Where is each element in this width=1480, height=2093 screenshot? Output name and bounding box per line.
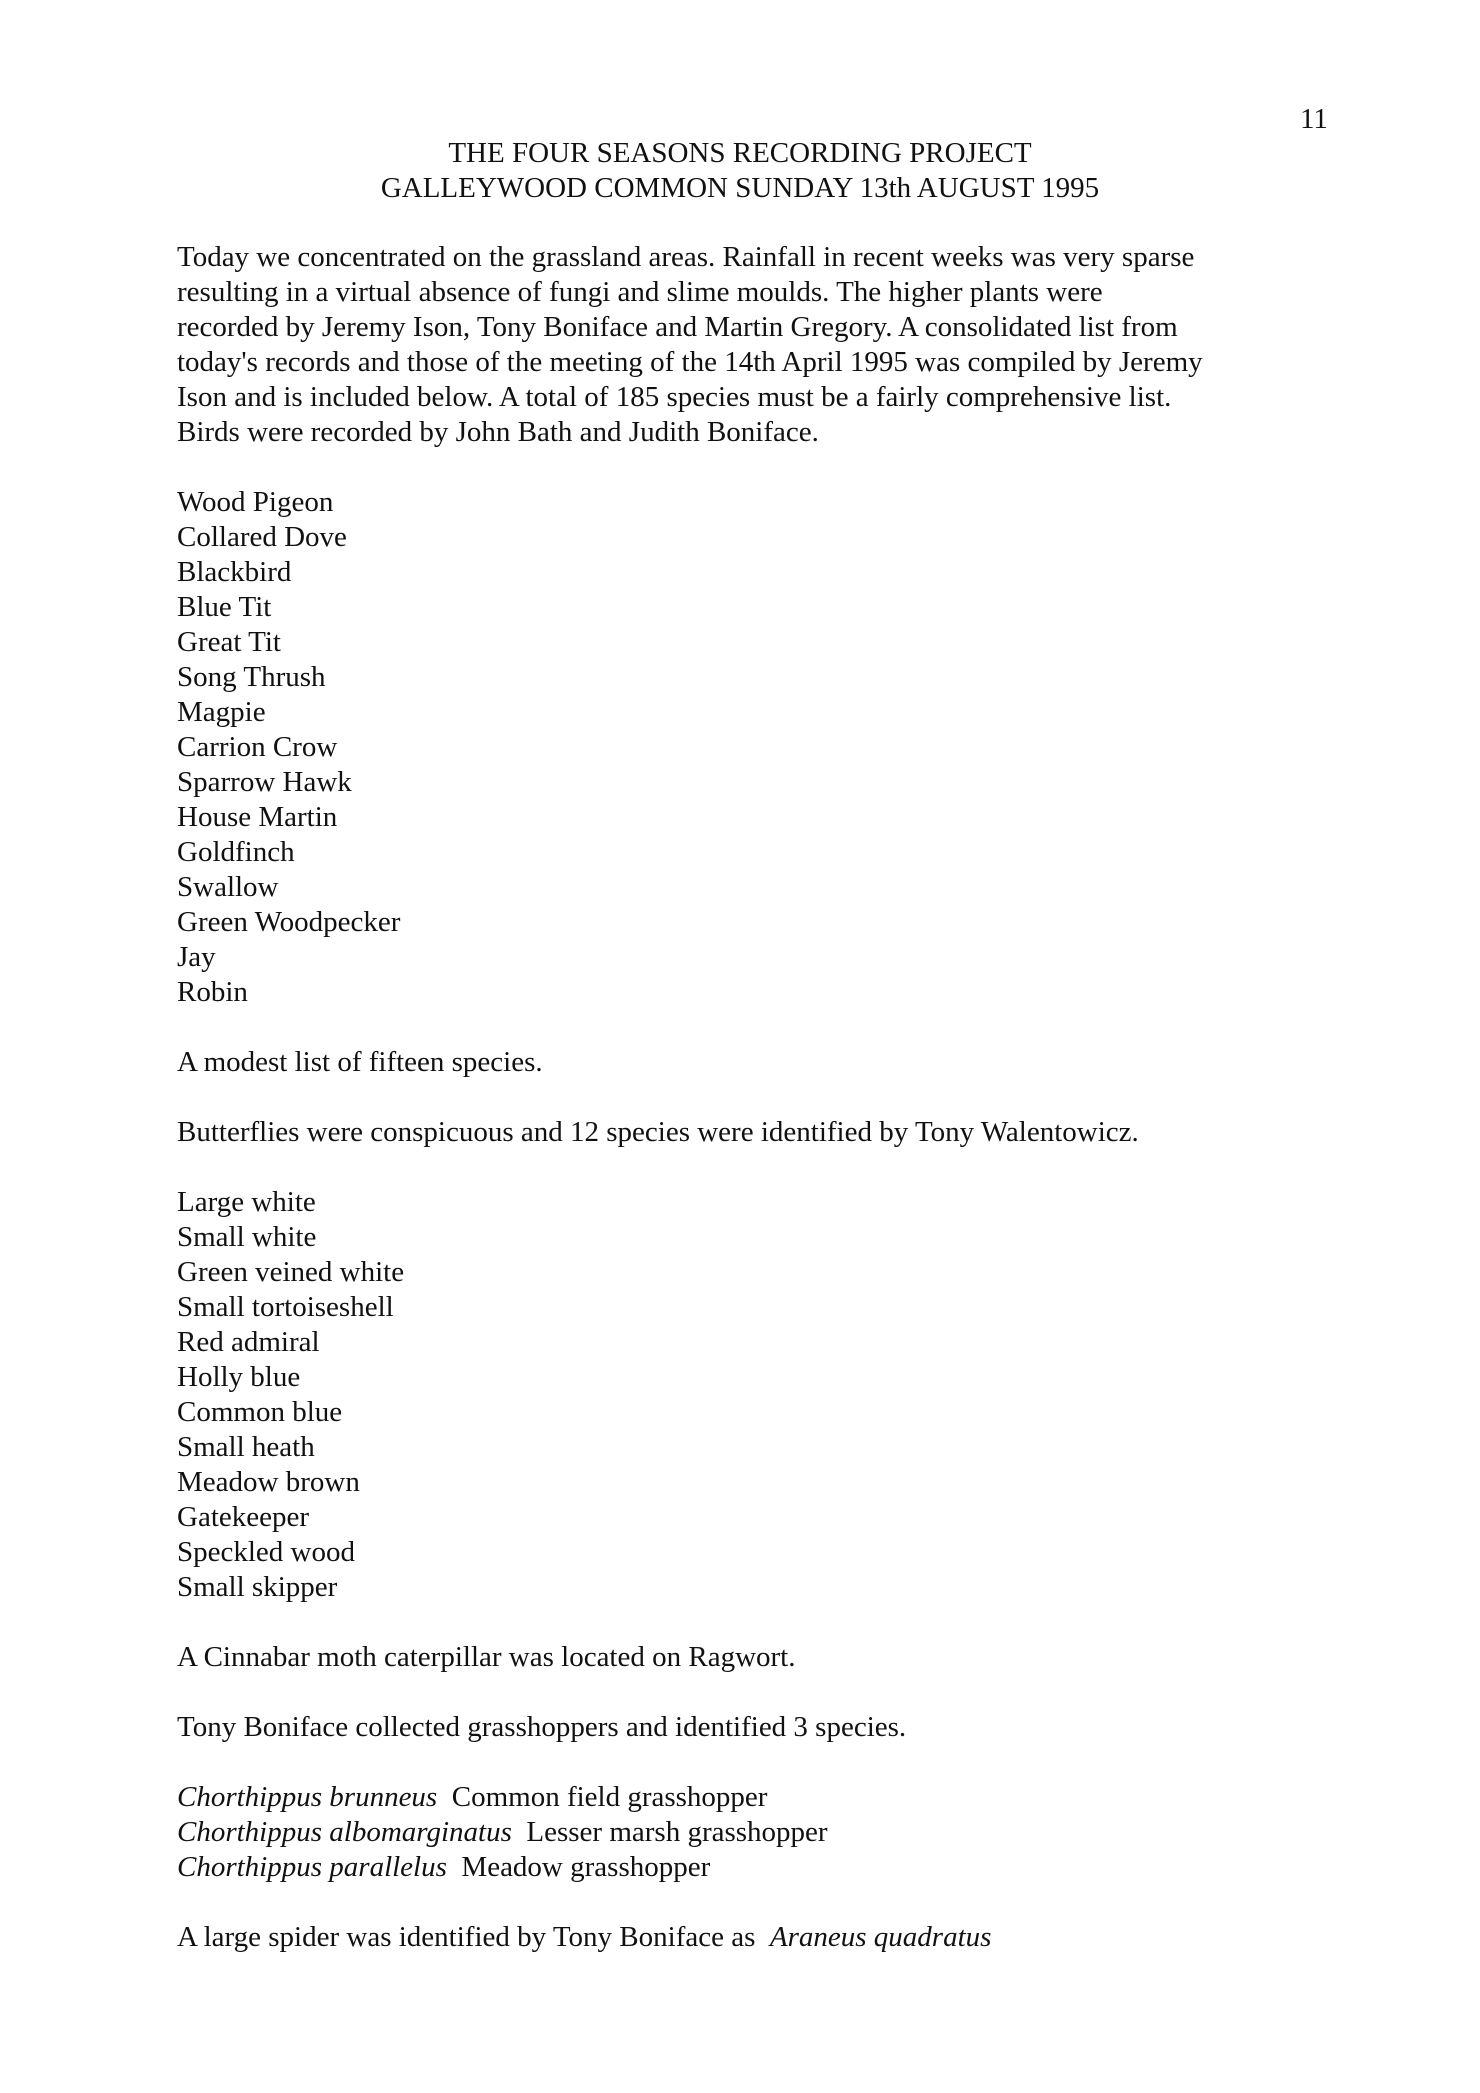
intro-line: Ison and is included below. A total of 185 species must be a fairly comprehensive list. [177, 381, 1172, 413]
heading-line-2: GALLEYWOOD COMMON SUNDAY 13th AUGUST 1995 [380, 172, 1100, 204]
intro-line: recorded by Jeremy Ison, Tony Boniface and Martin Gregory. A consolidated list from [177, 311, 1178, 343]
spacer [177, 1605, 1337, 1640]
bird-item: Green Woodpecker [177, 906, 401, 938]
butterfly-list [177, 1185, 1337, 1605]
bird-item: Carrion Crow [177, 731, 338, 763]
butterfly-item: Small heath [177, 1431, 315, 1463]
intro-line: today's records and those of the meeting of the 14th April 1995 was compiled by Jeremy [177, 346, 1203, 378]
bird-item: Collared Dove [177, 521, 347, 553]
bird-list [177, 485, 1337, 1010]
butterfly-item: Small skipper [177, 1571, 338, 1603]
heading-line-1: THE FOUR SEASONS RECORDING PROJECT [448, 137, 1032, 169]
birds-summary: A modest list of fifteen species. [177, 1046, 543, 1078]
spacer [177, 450, 1337, 485]
butterfly-item: Meadow brown [177, 1466, 360, 1498]
grasshopper-latin-name: Chorthippus albomarginatus [177, 1816, 512, 1848]
spacer [177, 1745, 1337, 1780]
butterfly-item: Common blue [177, 1396, 343, 1428]
butterfly-item: Holly blue [177, 1361, 301, 1393]
butterfly-item: Green veined white [177, 1256, 405, 1288]
grasshopper-item [177, 1850, 1337, 1885]
intro-line: resulting in a virtual absence of fungi and slime moulds. The higher plants were [177, 276, 1103, 308]
grasshopper-latin-name: Chorthippus parallelus [177, 1851, 447, 1883]
grasshopper-list [177, 1780, 1337, 1885]
grasshopper-common-name: Lesser marsh grasshopper [526, 1816, 828, 1848]
spacer [177, 1885, 1337, 1920]
butterfly-item: Speckled wood [177, 1536, 355, 1568]
grasshoppers-intro: Tony Boniface collected grasshoppers and identified 3 species. [177, 1711, 907, 1743]
butterfly-item: Gatekeeper [177, 1501, 310, 1533]
bird-item: Goldfinch [177, 836, 295, 868]
grasshopper-latin-name: Chorthippus brunneus [177, 1781, 438, 1813]
bird-item: Swallow [177, 871, 279, 903]
document-heading [0, 136, 1480, 206]
grasshopper-item [177, 1815, 1337, 1850]
spider-latin-name: Araneus quadratus [769, 1921, 992, 1953]
bird-item: Blackbird [177, 556, 292, 588]
spacer [177, 1675, 1337, 1710]
bird-item: Blue Tit [177, 591, 272, 623]
spacer [177, 1010, 1337, 1045]
butterfly-item: Small white [177, 1221, 317, 1253]
butterfly-item: Large white [177, 1186, 316, 1218]
spacer [177, 1150, 1337, 1185]
grasshopper-common-name: Common field grasshopper [451, 1781, 768, 1813]
intro-line: Birds were recorded by John Bath and Judith Boniface. [177, 416, 819, 448]
bird-item: Song Thrush [177, 661, 326, 693]
bird-item: Wood Pigeon [177, 486, 334, 518]
bird-item: Magpie [177, 696, 266, 728]
document-body [177, 240, 1337, 1955]
grasshopper-common-name: Meadow grasshopper [461, 1851, 711, 1883]
bird-item: Jay [177, 941, 216, 973]
page-number: 11 [1300, 103, 1328, 135]
spacer [177, 1080, 1337, 1115]
intro-line: Today we concentrated on the grassland areas. Rainfall in recent weeks was very sparse [177, 241, 1195, 273]
spider-note [177, 1920, 1337, 1955]
bird-item: House Martin [177, 801, 338, 833]
moth-note: A Cinnabar moth caterpillar was located on Ragwort. [177, 1641, 796, 1673]
spider-note-text: A large spider was identified by Tony Boniface as [177, 1921, 756, 1953]
intro-paragraph [177, 240, 1337, 450]
bird-item: Robin [177, 976, 248, 1008]
butterfly-item: Small tortoiseshell [177, 1291, 394, 1323]
bird-item: Great Tit [177, 626, 281, 658]
grasshopper-item [177, 1780, 1337, 1815]
butterfly-item: Red admiral [177, 1326, 320, 1358]
bird-item: Sparrow Hawk [177, 766, 352, 798]
butterflies-intro: Butterflies were conspicuous and 12 species were identified by Tony Walentowicz. [177, 1116, 1139, 1148]
